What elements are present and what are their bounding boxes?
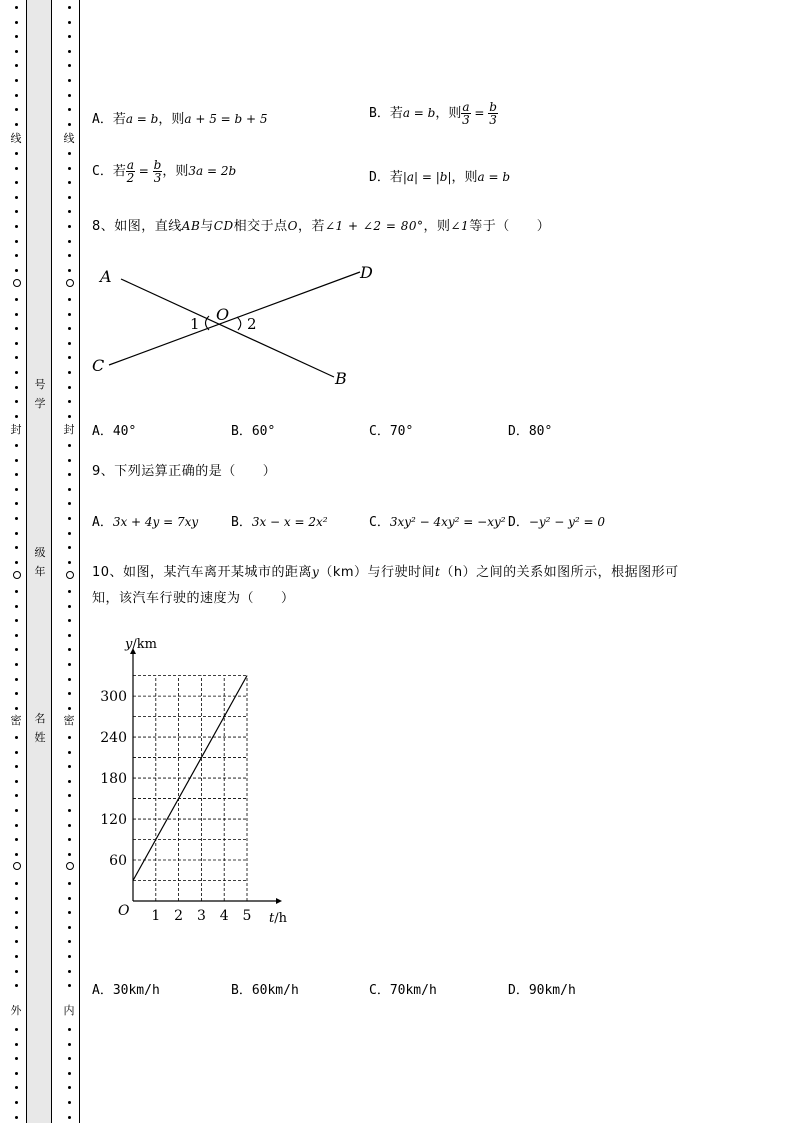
binding-dot [15, 64, 18, 67]
x-tick-label: 2 [174, 908, 184, 924]
binding-dot [15, 940, 18, 943]
binding-dot [15, 678, 18, 681]
binding-dot [15, 984, 18, 987]
binding-dot [68, 926, 71, 929]
binding-dot [68, 123, 71, 126]
outer-dot-column [14, 0, 20, 1123]
inner-mark-mi: 密 [63, 714, 75, 727]
label-class: 级年 [34, 546, 46, 578]
binding-dot [68, 502, 71, 505]
q7-d-result: a = b [477, 170, 511, 184]
binding-dot [68, 1028, 71, 1031]
binding-dot [15, 1028, 18, 1031]
binding-dot [68, 561, 71, 564]
binding-dot [68, 663, 71, 666]
x-tick-label: 3 [196, 908, 206, 924]
binding-dot [68, 167, 71, 170]
inner-mark-feng: 封 [63, 423, 75, 436]
binding-circle [13, 571, 21, 579]
binding-dot [15, 298, 18, 301]
q10-option-a: A．30km/h [92, 983, 160, 998]
x-axis-label: t/h [269, 911, 287, 926]
binding-dot [15, 386, 18, 389]
binding-dot [15, 765, 18, 768]
binding-dot [68, 736, 71, 739]
binding-dot [15, 400, 18, 403]
binding-dot [68, 1043, 71, 1046]
outer-mark-xian: 线 [10, 132, 22, 145]
binding-dot [68, 386, 71, 389]
binding-dot [68, 648, 71, 651]
binding-dot [15, 1057, 18, 1060]
binding-dot [68, 1057, 71, 1060]
binding-dot [68, 678, 71, 681]
binding-dot [15, 780, 18, 783]
binding-dot [15, 619, 18, 622]
binding-circle [66, 279, 74, 287]
binding-dot [68, 940, 71, 943]
binding-dot [15, 590, 18, 593]
q10-option-d: D．90km/h [508, 983, 576, 998]
binding-dot [15, 736, 18, 739]
binding-dot [15, 853, 18, 856]
binding-dot [15, 663, 18, 666]
q7-c-eq: = [134, 164, 153, 178]
binding-dot [15, 50, 18, 53]
binding-dot [68, 707, 71, 710]
binding-dot [68, 181, 71, 184]
binding-dot [15, 21, 18, 24]
binding-dot [15, 6, 18, 9]
q9-option-b: B．3x − x = 2x² [231, 515, 328, 530]
binding-dot [15, 692, 18, 695]
binding-dot [15, 94, 18, 97]
binding-dot [68, 955, 71, 958]
binding-dot [68, 824, 71, 827]
binding-dot [68, 605, 71, 608]
binding-dot [15, 459, 18, 462]
label-name: 名姓 [34, 712, 46, 744]
point-a-label: A [100, 267, 112, 286]
binding-dot [68, 415, 71, 418]
q8-option-d: D．80° [508, 424, 553, 439]
binding-dot [68, 444, 71, 447]
binding-dot [15, 225, 18, 228]
q7-option-d [369, 166, 510, 185]
binding-dot [68, 342, 71, 345]
binding-dot [68, 298, 71, 301]
y-tick-label: 180 [100, 771, 127, 788]
q7-b-then: ，则 [435, 106, 462, 121]
q10-stem-line2: 知，该汽车行驶的速度为（ ） [92, 591, 295, 606]
binding-dot [68, 50, 71, 53]
q7-c-then: ，则 [162, 164, 189, 179]
angle-1-label: 1 [190, 315, 200, 333]
q7-b-frac-a: $\frac{a}{3}$ [462, 100, 470, 127]
q8-figure [88, 258, 388, 394]
binding-dot [15, 35, 18, 38]
binding-dot [15, 1116, 18, 1119]
binding-dot [68, 210, 71, 213]
line-cd [109, 272, 360, 365]
q7-b-eq: = [470, 106, 489, 120]
point-b-label: B [335, 369, 347, 388]
q8-option-c: C．70° [369, 424, 414, 439]
binding-dot [15, 794, 18, 797]
q9-option-d: D．−y² − y² = 0 [508, 515, 606, 530]
binding-dot [15, 108, 18, 111]
binding-dot [68, 794, 71, 797]
binding-dot [15, 444, 18, 447]
q10-option-c: C．70km/h [369, 983, 437, 998]
binding-dot [68, 94, 71, 97]
binding-dot [68, 254, 71, 257]
binding-dot [15, 882, 18, 885]
binding-dot [68, 619, 71, 622]
q7-c-frac-b: $\frac{b}{3}$ [153, 158, 162, 185]
binding-dot [68, 546, 71, 549]
outer-mark-mi: 密 [10, 714, 22, 727]
binding-dot [15, 356, 18, 359]
binding-dot [15, 327, 18, 330]
binding-dot [15, 269, 18, 272]
y-tick-label: 240 [100, 730, 127, 747]
binding-dot [68, 590, 71, 593]
binding-dot [15, 152, 18, 155]
binding-dot [68, 21, 71, 24]
binding-dot [68, 108, 71, 111]
binding-dot [68, 1072, 71, 1075]
binding-dot [68, 897, 71, 900]
binding-dot [68, 809, 71, 812]
binding-dot [15, 955, 18, 958]
inner-mark-xian: 线 [63, 132, 75, 145]
q7-d-then: ，则 [451, 170, 478, 185]
q9-option-a: A．3x + 4y = 7xy [92, 515, 199, 530]
q7-b-cond: a = b [402, 106, 436, 120]
binding-dot [68, 911, 71, 914]
binding-dot [15, 196, 18, 199]
point-o-label: O [216, 305, 230, 324]
binding-dot [68, 765, 71, 768]
q7-d-label: D．若 [369, 170, 403, 185]
binding-dot [15, 517, 18, 520]
y-tick-label: 300 [100, 689, 127, 706]
binding-dot [15, 254, 18, 257]
binding-dot [15, 502, 18, 505]
q8-option-a: A．40° [92, 424, 137, 439]
binding-dot [68, 488, 71, 491]
q9-option-c: C．3xy² − 4xy² = −xy² [369, 515, 506, 530]
q7-c-label: C．若 [92, 164, 126, 179]
binding-dot [68, 984, 71, 987]
binding-dot [15, 561, 18, 564]
binding-dot [68, 838, 71, 841]
binding-dot [15, 824, 18, 827]
outer-mark-feng: 封 [10, 423, 22, 436]
binding-dot [15, 240, 18, 243]
binding-circle [13, 862, 21, 870]
x-tick-label: 5 [242, 908, 252, 924]
binding-dot [15, 313, 18, 316]
q10-distance-time-chart [96, 630, 296, 950]
q8-stem: 8、如图，直线AB与CD相交于点O，若∠1 + ∠2 = 80°，则∠1等于（ ） [92, 219, 551, 234]
q7-option-c [92, 159, 236, 184]
q10-option-b: B．60km/h [231, 983, 299, 998]
q9-stem: 9、下列运算正确的是（ ） [92, 464, 277, 479]
q7-option-a [92, 108, 268, 127]
binding-dot [68, 79, 71, 82]
binding-dot [15, 1043, 18, 1046]
binding-dot [68, 400, 71, 403]
binding-dot [15, 181, 18, 184]
binding-inner-line [79, 0, 80, 1123]
binding-dot [68, 1101, 71, 1104]
binding-dot [68, 517, 71, 520]
binding-dot [15, 532, 18, 535]
binding-dot [15, 371, 18, 374]
binding-dot [15, 648, 18, 651]
binding-dot [15, 970, 18, 973]
binding-dot [68, 970, 71, 973]
binding-dot [68, 225, 71, 228]
label-student-number: 号学 [34, 378, 46, 410]
binding-dot [68, 459, 71, 462]
q7-option-b [369, 101, 498, 126]
binding-dot [68, 313, 71, 316]
q7-c-frac-a: $\frac{a}{2}$ [126, 158, 135, 185]
binding-dot [68, 634, 71, 637]
binding-dot [15, 123, 18, 126]
binding-dot [68, 196, 71, 199]
binding-dot [68, 356, 71, 359]
q10-stem-line1: 10、如图，某汽车离开某城市的距离y（km）与行驶时间t（h）之间的关系如图所示，根据图形可 [92, 565, 679, 580]
binding-dot [68, 1116, 71, 1119]
binding-dot [68, 882, 71, 885]
binding-dot [15, 210, 18, 213]
q7-c-result: 3a = 2b [188, 164, 237, 178]
binding-dot [15, 488, 18, 491]
binding-dot [68, 1086, 71, 1089]
binding-dot [15, 415, 18, 418]
q7-a-result: a + 5 = b + 5 [184, 112, 268, 126]
x-axis-arrow [276, 898, 282, 904]
binding-dot [15, 1101, 18, 1104]
binding-dot [15, 79, 18, 82]
binding-dot [68, 327, 71, 330]
q7-a-then: ，则 [158, 112, 185, 127]
binding-circle [66, 862, 74, 870]
binding-dot [15, 751, 18, 754]
q8-option-b: B．60° [231, 424, 276, 439]
y-tick-label: 60 [109, 853, 127, 870]
binding-dot [68, 532, 71, 535]
binding-dot [15, 838, 18, 841]
origin-label: O [118, 903, 130, 919]
q7-a-cond: a = b [125, 112, 159, 126]
binding-dot [68, 269, 71, 272]
q7-a-label: A．若 [92, 112, 126, 127]
binding-circle [66, 571, 74, 579]
binding-dot [15, 911, 18, 914]
binding-dot [68, 152, 71, 155]
q7-b-label: B．若 [369, 106, 403, 121]
binding-strip [0, 0, 82, 1123]
binding-dot [15, 634, 18, 637]
binding-dot [15, 342, 18, 345]
binding-dot [68, 473, 71, 476]
binding-dot [68, 751, 71, 754]
inner-mark-nei: 内 [63, 1004, 75, 1017]
binding-dot [15, 809, 18, 812]
binding-dot [68, 692, 71, 695]
q7-b-frac-b: $\frac{b}{3}$ [489, 100, 497, 127]
binding-dot [68, 240, 71, 243]
binding-dot [15, 473, 18, 476]
x-tick-label: 1 [151, 908, 161, 924]
binding-circle [13, 279, 21, 287]
binding-dot [15, 1072, 18, 1075]
x-tick-label: 4 [219, 908, 229, 924]
binding-dot [15, 707, 18, 710]
y-tick-label: 120 [100, 812, 127, 829]
binding-dot [15, 926, 18, 929]
q7-d-cond: |a| = |b| [402, 170, 452, 184]
binding-dot [68, 371, 71, 374]
binding-dot [68, 780, 71, 783]
binding-dot [15, 605, 18, 608]
binding-dot [15, 167, 18, 170]
binding-dot [15, 1086, 18, 1089]
outer-mark-wai: 外 [10, 1004, 22, 1017]
binding-dot [68, 6, 71, 9]
point-d-label: D [360, 263, 373, 282]
binding-dot [15, 897, 18, 900]
binding-dot [15, 546, 18, 549]
inner-dot-column [67, 0, 73, 1123]
binding-dot [68, 64, 71, 67]
binding-dot [68, 853, 71, 856]
angle-2-arc [237, 317, 241, 330]
point-c-label: C [92, 356, 105, 375]
y-axis-label: y/km [125, 637, 157, 652]
angle-2-label: 2 [247, 315, 257, 333]
binding-dot [68, 35, 71, 38]
